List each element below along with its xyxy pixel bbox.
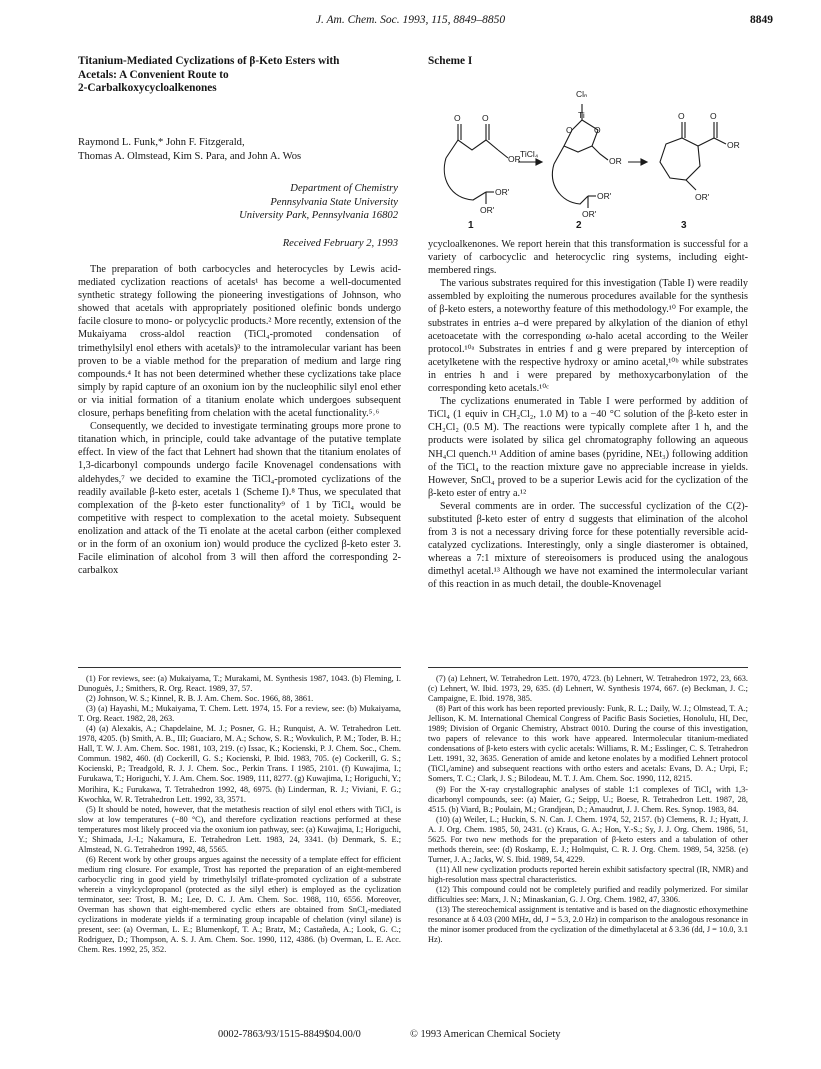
footnotes-right: [428, 674, 748, 945]
body-paragraph: The preparation of both carbocycles and heterocycles by Lewis acid-mediated cyclization reactions of acetals¹ has become a well-documented synthetic strategy following the pioneering investigations of Johnson, who showed that acetals with appropriately positioned olefinic bonds undergo facile closure to mono- or polycyclic products.² More recently, extension of the Mukaiyama cross-aldol reaction (TiCl₄-promoted condensation of trimethylsilyl enol ethers with acetals)³ to the intramolecular variant has been proven to be a viable method for the preparation of medium and large ring compounds.⁴ It has not been determined whether these cyclizations take place simply by rapid capture of an oxonium ion by the nucleophilic silyl enol ether or via initial formation of a titanium enolate which undergoes subsequent closure, perhaps benefiting from chelation with the acetal functionality.⁵˒⁶: [78, 264, 401, 420]
compound-label: 2: [576, 220, 582, 230]
compound-label: 3: [681, 220, 687, 230]
atom-label-o: O: [482, 113, 489, 123]
atom-label-or-prime: OR': [597, 191, 612, 201]
body-paragraph: ycycloalkenones. We report herein that this transformation is successful for a variety of carbocyclic and heterocyclic ring systems, including eight-membered rings.: [428, 239, 748, 277]
footnotes-left: [78, 674, 401, 955]
author-line: Raymond L. Funk,* John F. Fitzgerald,: [78, 137, 245, 148]
body-left-column: [78, 263, 401, 577]
title-line: 2-Carbalkoxycycloalkenones: [78, 82, 217, 94]
footnote-divider: [428, 667, 748, 668]
reaction-scheme: [428, 80, 748, 230]
affiliation-line: University Park, Pennsylvania 16802: [239, 210, 398, 221]
atom-label-or: OR: [727, 140, 740, 150]
atom-label-or-prime: OR': [695, 192, 710, 202]
compound-label: 1: [468, 220, 474, 230]
reagent-label: TiCl₄: [520, 149, 539, 159]
footnote: (2) Johnson, W. S.; Kinnel, R. B. J. Am. Chem. Soc. 1966, 88, 3861.: [86, 694, 314, 704]
article-code: 0002-7863/93/1515-8849$04.00/0: [218, 1029, 361, 1040]
received-date: Received February 2, 1993: [282, 238, 398, 249]
author-line: Thomas A. Olmstead, Kim S. Para, and John A. Wos: [78, 150, 302, 162]
atom-label-o: O: [594, 125, 601, 135]
atom-label-or: OR: [508, 154, 521, 164]
body-paragraph: Consequently, we decided to investigate terminating groups more prone to titanation which, in principle, could take advantage of the putative template effect. In view of the fact that Lehnert had shown that the titanium enolates of 1,3-dicarbonyl compounds undergo facile Knovenagel condensations with aldehydes,⁷ we decided to examine the TiCl₄-promoted cyclizations of the readily available β-keto ester, acetals 1 (Scheme I).⁸ Thus, we speculated that complexation of the β-keto ester functionality⁹ of 1 by TiCl₄ would be competitive with respect to complexation to the acetal moiety. Subsequent enolization and attack of the Ti enolate at the acetal carbon (either complexed or in the form of an oxonium ion) would produce the cyclized β-keto ester 3. Facile elimination of alcohol from 3 will then afford the corresponding 2-carbalkox: [78, 421, 401, 577]
atom-label-cln: Clₙ: [576, 89, 588, 99]
page-number: 8849: [750, 14, 773, 26]
footnote: (8) Part of this work has been reported previously: Funk, R. L.; Daily, W. J.; Olmstead, T. A.; Jellison, K. M. International Chemical Congress of Pacific Basis Societies, Honolulu, HI, Dec, 1989; Division of Organic Chemistry, Abstract 0010. During the course of this investigation, two papers of relevance to this work have appeared. Intermolecular titanium-mediated condensations of β-keto esters with cyclic acetals: Williams, R. M.; Esslinger, C. S. Tetrahedron Lett. 1991, 32, 3635. Generation of amide and ketone enolates by a modified Lehnert protocol (TiCl₄/amine) and subsequent reactions with ortho esters and acetals: Evans, D. A.; Urpi, F.; Somers, T. C.; Clark, J. S.; Bilodeau, M. T. J. Am. Chem. Soc. 1990, 112, 8215.: [428, 704, 748, 784]
atom-label-o: O: [566, 125, 573, 135]
atom-label-ti: Ti: [578, 110, 585, 120]
atom-label-o: O: [678, 111, 685, 121]
atom-label-o: O: [710, 111, 717, 121]
footnote: (3) (a) Hayashi, M.; Mukaiyama, T. Chem. Lett. 1974, 15. For a review, see: (b) Mukaiyama, T. Org. React. 1982, 28, 263.: [78, 704, 401, 724]
atom-label-o: O: [454, 113, 461, 123]
footnote: (4) (a) Alexakis, A.; Chapdelaine, M. J.; Posner, G. H.; Runquist, A. W. Tetrahedron Lett. 1978, 4205. (b) Smith, A. B., III; Guaciaro, M. A.; Schow, S. R.; Wovkulich, P. M.; Toder, B. H.; Hall, T. W. J. Am. Chem. Soc. 1981, 103, 219. (c) Issac, K.; Kocienski, P. J. Chem. Soc., Chem. Commun. 1982, 460. (d) Cockerill, G. S.; Kocienski, P. Ibid. 1983, 705. (e) Cockerill, G. S.; Kocienski, P.; Treadgold, R. J. J. Chem. Soc., Perkin Trans. I 1985, 2101. (f) Kuwajima, I.; Furukawa, T.; Horiguchi, Y. J. Am. Chem. Soc. 1989, 111, 8277. (g) Kuwajima, I.; Horiguchi, Y.; Morihira, K.; Furukawa, T. Tetrahedron 1992, 48, 6975. (h) Linderman, R. J.; Viviani, F. G.; Kwochka, W. R. Tetrahedron Lett. 1992, 33, 3571.: [78, 724, 401, 804]
atom-label-or-prime: OR': [582, 209, 597, 219]
footnote: (10) (a) Weiler, L.; Huckin, S. N. Can. J. Chem. 1974, 52, 2157. (b) Clemens, R. J.; Hyatt, J. A. J. Org. Chem. 1985, 50, 2431. (c) Kraus, G. A.; Hon, Y.-S.; Sy, J. J. Org. Chem. 1986, 51, 5625. For two new methods for the preparation of β-keto esters and a tabulation of other methods therein, see: (d) Roskamp, E. J.; Holmquist, C. R. J. Org. Chem. 1989, 54, 3258. (e) Turner, J. A.; Jacks, W. S. Ibid. 1989, 54, 4229.: [428, 814, 748, 864]
scheme-title: Scheme I: [428, 55, 473, 67]
footnote: (7) (a) Lehnert, W. Tetrahedron Lett. 1970, 4723. (b) Lehnert, W. Tetrahedron 1972, 23, 663. (c) Lehnert, W. Ibid. 1973, 29, 635. (d) Lehnert, W. Synthesis 1974, 667. (e) Beckman, J. C.; Campaigne, E. Ibid. 1978, 385.: [428, 674, 748, 704]
atom-label-or-prime: OR': [480, 205, 495, 215]
footnote-divider: [78, 667, 401, 668]
title-line: Acetals: A Convenient Route to: [78, 68, 229, 81]
affiliation-line: Department of Chemistry: [290, 183, 398, 194]
footnote: (5) It should be noted, however, that the metathesis reaction of silyl enol ethers with TiCl₄ is slow at low temperatures (−80 °C), and therefore cyclization reactions performed at these temperatures most likely proceed via the oxonium ion pathway, see: (a) Kuwajima, I.; Horiguchi, Y.; Shimada, J.-I.; Nakamura, E. Tetrahedron Lett. 1983, 24, 3341. (b) Denmark, S. E.; Almstead, N. G. Tetrahedron 1992, 48, 5565.: [78, 804, 401, 854]
footnote: (11) All new cyclization products reported herein exhibit satisfactory spectral (IR, NMR) and high-resolution mass spectral characteristics.: [428, 864, 748, 884]
body-paragraph: The cyclizations enumerated in Table I were performed by addition of TiCl₄ (1 equiv in CH₂Cl₂, 1.0 M) to a −40 °C solution of the β-keto ester in CH₂Cl₂ (0.5 M). The reactions were typically complete after 1 h, and the products were isolated by silica gel chromatography following an aqueous NH₄Cl quench.¹¹ Addition of amine bases (pyridine, NEt₃) following addition of the TiCl₄ to the reaction mixture gave no appreciable increase in yields. However, SnCl₄ proved to be a superior Lewis acid for the cyclization of the β-keto ester of entry a.¹²: [428, 396, 748, 499]
author-list: [78, 136, 398, 163]
title-line: Titanium-Mediated Cyclizations of β-Keto Esters with: [78, 55, 340, 67]
article-title: [78, 55, 398, 96]
atom-label-or-prime: OR': [495, 187, 510, 197]
copyright: © 1993 American Chemical Society: [410, 1029, 561, 1040]
footnote: (1) For reviews, see: (a) Mukaiyama, T.; Murakami, M. Synthesis 1987, 1043. (b) Fleming, I. Dunoguès, J.; Smithers, R. Org. React. 1989, 37, 57.: [78, 674, 401, 694]
journal-header: J. Am. Chem. Soc. 1993, 115, 8849–8850: [315, 14, 506, 26]
affiliation-line: Pennsylvania State University: [270, 196, 398, 208]
affiliation: [78, 182, 398, 223]
body-paragraph: Several comments are in order. The successful cyclization of the C(2)-substituted β-keto ester of entry d suggests that elimination of the alcohol from 3 is not a necessary driving force for these potentially reversible acid-catalyzed cyclizations. Interestingly, only a single diasteromer is obtained, whereas a 7:1 mixture of stereoisomers is produced using the analogous dimethyl acetal.¹³ Although we have not examined the intermolecular variant of this reaction in as much detail, the double-Knovenagel: [428, 500, 748, 591]
footnote: (13) The stereochemical assignment is tentative and is based on the diagnostic ethoxymethine resonance at δ 4.03 (200 MHz, dd, J = 5.3, 2.0 Hz) in comparison to the analogous resonance in the minor isomer produced from the cyclization of the dimethylacetal at δ 3.36 (dd, J = 10.0, 3.1 Hz).: [428, 905, 748, 945]
footnote: (12) This compound could not be completely purified and readily polymerized. For similar difficulties see: Marx, J. N.; Minaskanian, G. J. Org. Chem. 1982, 47, 3306.: [428, 884, 748, 905]
atom-label-or: OR: [609, 156, 622, 166]
body-paragraph: The various substrates required for this investigation (Table I) were readily assembled by exploiting the numerous procedures available for the synthesis of β-keto esters, a noteworthy feature of this methodology.¹⁰ For example, the substrates in entries a–d were prepared by alkylation of the dianion of ethyl acetoacetate with the corresponding ω-halo acetal according to the Weiler protocol.¹⁰ᵃ Substrates in entries f and g were prepared by interception of acetylketene with the respective hydroxy or amino acetal,¹⁰ᵇ while substrates in entries h and i were prepared by methoxycarbonylation of the corresponding keto acetals.¹⁰ᶜ: [428, 278, 748, 395]
footnote: (9) For the X-ray crystallographic analyses of stable 1:1 complexes of TiCl₄ with 1,3-dicarbonyl compounds, see: (a) Maier, G.; Seipp, U.; Boese, R. Tetrahedron Lett. 1987, 28, 4515. (b) Viard, B.; Poulain, M.; Grandjean, D.; Amaudrut, J. J. Chem. Res. Synop. 1983, 84.: [428, 784, 748, 814]
footnote: (6) Recent work by other groups argues against the necessity of a template effect for efficient medium ring closure. For example, Trost has reported the preparation of an eight-membered carbocyclic ring in good yield by trimethylsilyl triflate-promoted cyclization of a substrate wherein a vinylcyclopropanol (protected as the silyl ether) is employed as the cyclization terminator, see: Trost, B. M.; Lee, D. C. J. Am. Chem. Soc. 1988, 110, 6556. Moreover, Overman has shown that eight-membered cyclic ethers are obtained from SnCl₄-mediated cyclizations in moderate yields if a terminating group incapable of chelation (vinyl silane) is present, see: (a) Overman, L. E.; Blumenkopf, T. A.; Bratz, M.; Castañeda, A.; Look, G. C.; Rodriguez, D.; Thompson, A. S. J. Am. Chem. Soc. 1990, 112, 4386. (b) Overman, L. E. Acc. Chem. Res. 1992, 25, 352.: [78, 854, 401, 955]
body-right-column: [428, 238, 748, 592]
